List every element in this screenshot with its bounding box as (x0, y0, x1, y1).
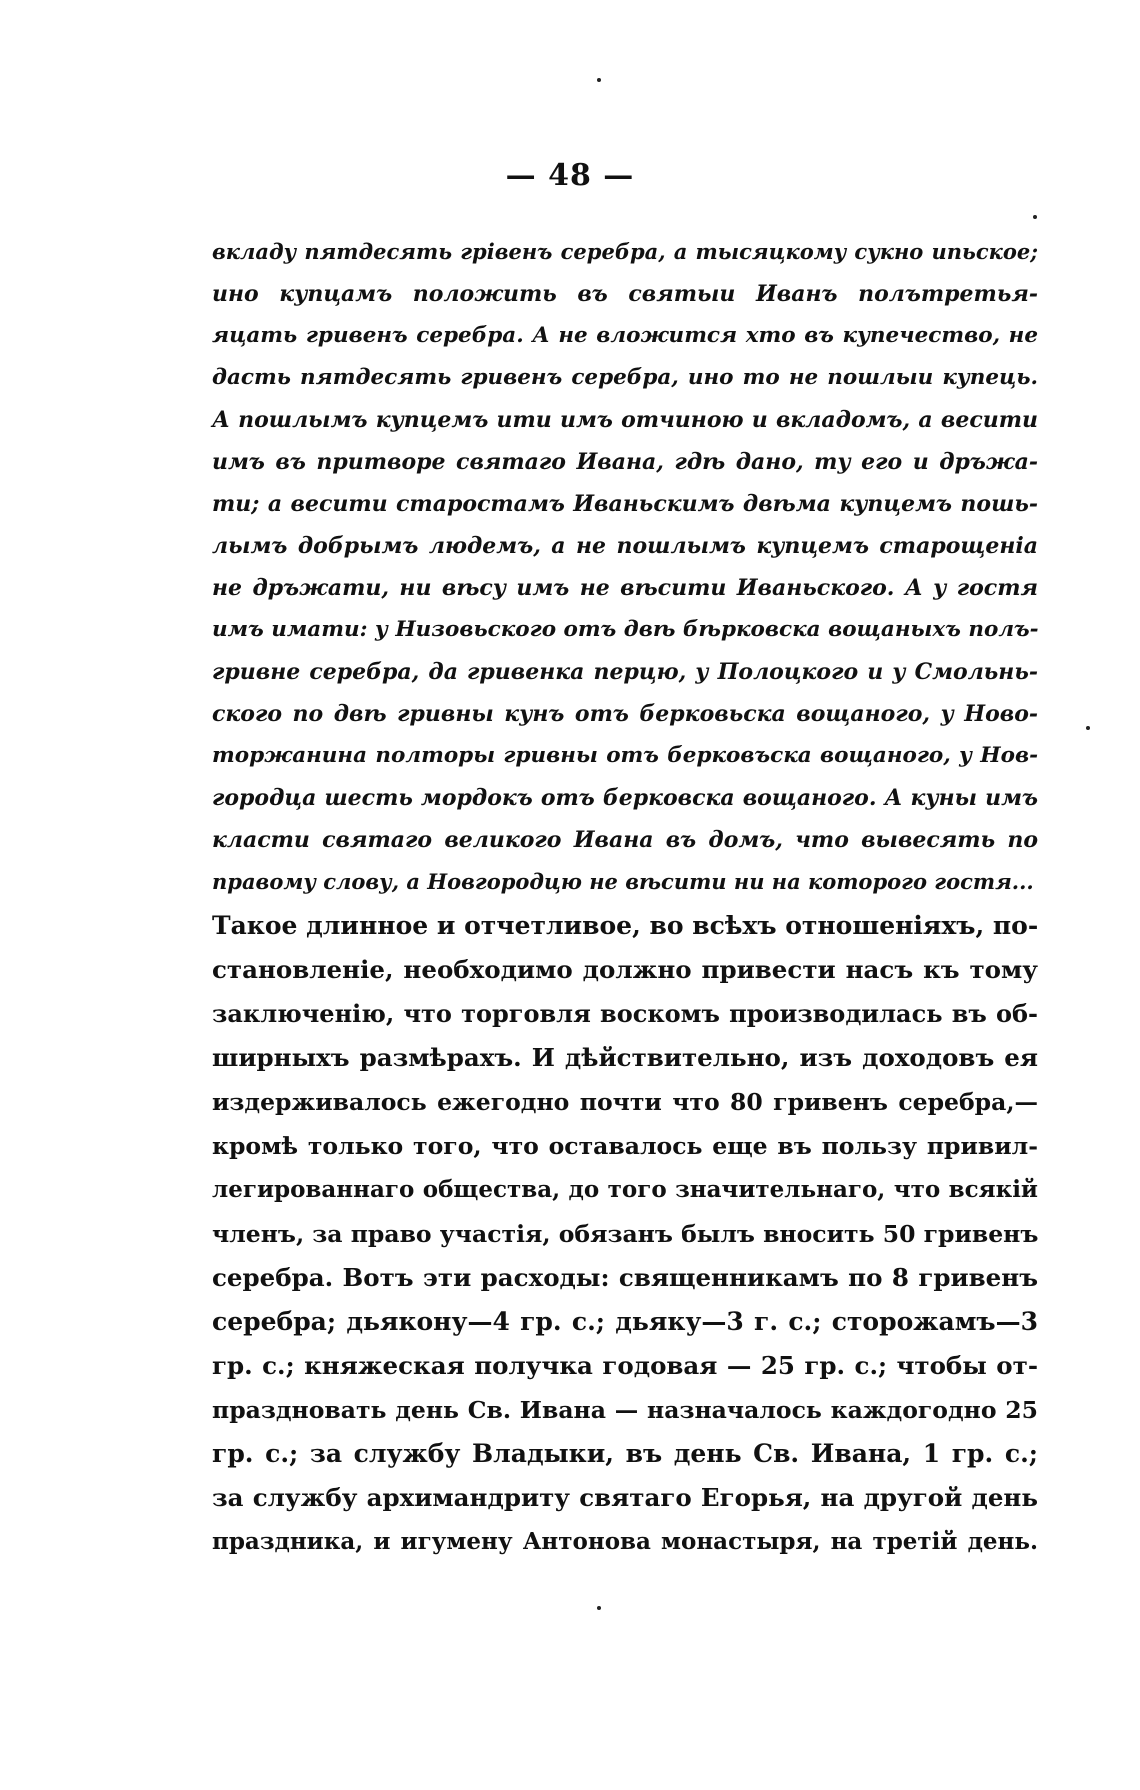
body-line: праздновать день Св. Ивана — назначалось каждогодно 25 (212, 1396, 1038, 1424)
scan-speck (597, 78, 601, 82)
quote-line: лымъ добрымъ людемъ, а не пошлымъ купцемъ старощеніа (212, 533, 1038, 559)
quote-line: вкладу пятдесять грівенъ серебра, а тысяцкому сукно ипьское; (212, 239, 1038, 264)
body-line: становленіе, необходимо должно привести насъ къ тому (212, 955, 1038, 984)
body-line: издерживалось ежегодно почти что 80 гривенъ серебра,— (212, 1088, 1038, 1116)
body-line: праздника, и игумену Антонова монастыря, на третій день. (212, 1528, 1038, 1555)
quote-line: имъ имати: у Низовьского отъ двѣ бѣрковска вощаныхъ полъ- (212, 617, 1039, 642)
quote-line: не дръжати, ни вѣсу имъ не вѣсити Иваньского. А у гостя (212, 575, 1038, 601)
scan-speck (597, 1606, 601, 1610)
quote-line: дасть пятдесять гривенъ серебра, ино то не пошлыи купець. (212, 365, 1038, 390)
body-line: легированнаго общества, до того значительнаго, что всякій (212, 1176, 1038, 1203)
quote-line: имъ въ притворе святаго Ивана, гдѣ дано, ту его и дръжа- (212, 449, 1038, 475)
quote-line: ского по двѣ гривны кунъ отъ берковьска вощаного, у Ново- (212, 701, 1038, 727)
body-line: членъ, за право участія, обязанъ былъ вносить 50 гривенъ (212, 1220, 1039, 1248)
quote-line: ино купцамъ положить въ святыи Иванъ полътретья- (212, 281, 1038, 307)
page-number: — 48 — (505, 158, 635, 193)
body-line: серебра. Вотъ эти расходы: священникамъ по 8 гривенъ (212, 1263, 1038, 1292)
body-line: серебра; дьякону—4 гр. с.; дьяку—3 г. с.; сторожамъ—3 (212, 1307, 1038, 1336)
body-line: гр. с.; за службу Владыки, въ день Св. Ивана, 1 гр. с.; (212, 1439, 1038, 1468)
body-line: Такое длинное и отчетливое, во всѣхъ отношеніяхъ, по- (212, 911, 1039, 940)
scan-speck (1033, 215, 1037, 219)
quote-line: гривне серебра, да гривенка перцю, у Полоцкого и у Смольнь- (212, 659, 1038, 685)
quote-line: правому слову, а Новгородцю не вѣсити ни на которого гостя... (212, 869, 1034, 894)
body-line: за службу архимандриту святаго Егорья, на другой день (212, 1483, 1038, 1512)
body-line: ширныхъ размѣрахъ. И дѣйствительно, изъ доходовъ ея (212, 1043, 1038, 1072)
body-line: заключенію, что торговля воскомъ производилась въ об- (212, 999, 1038, 1028)
quote-line: торжанина полторы гривны отъ берковъска вощаного, у Нов- (212, 743, 1038, 768)
quote-line: яцать гривенъ серебра. А не вложится хто въ купечество, не (212, 323, 1038, 348)
body-line: кромѣ только того, что оставалось еще въ пользу привил- (212, 1132, 1038, 1160)
quote-line: городца шесть мордокъ отъ берковска вощаного. А куны имъ (212, 785, 1038, 811)
quote-line: А пошлымъ купцемъ ити имъ отчиною и вкладомъ, а весити (212, 407, 1038, 433)
quote-line: ти; а весити старостамъ Иваньскимъ двѣма купцемъ пошь- (212, 491, 1038, 517)
quote-line: класти святаго великого Ивана въ домъ, что вывесять по (212, 827, 1038, 853)
scan-speck (1086, 726, 1090, 730)
body-line: гр. с.; княжеская получка годовая — 25 гр. с.; чтобы от- (212, 1351, 1038, 1380)
